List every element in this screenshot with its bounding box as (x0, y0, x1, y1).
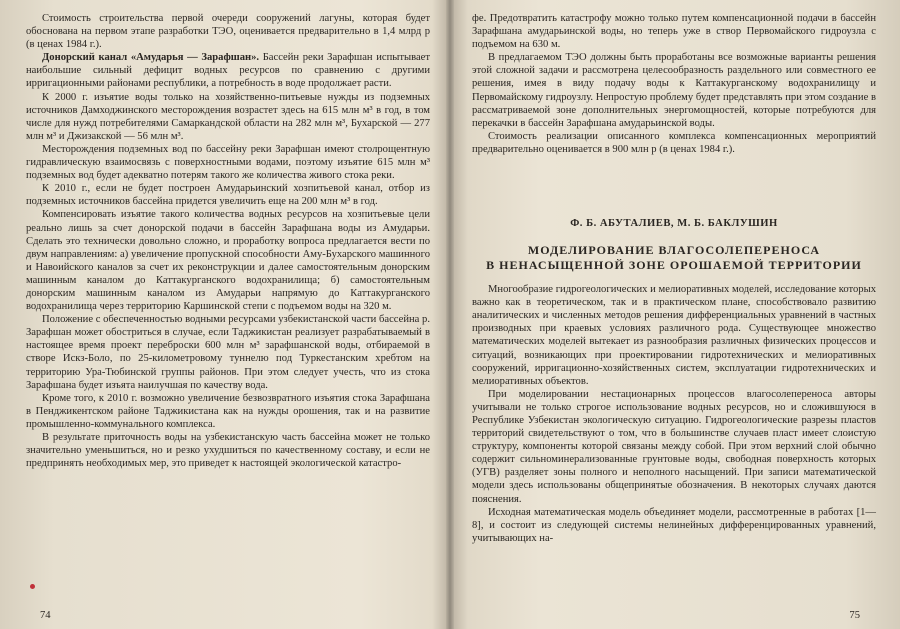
paragraph: Исходная математическая модель объединяет модели, рассмотренные в работах [1—8], и состоит из следующей системы нелинейных дифференцированных уравнений, учитывающих на- (472, 506, 876, 544)
left-page (0, 0, 448, 629)
article-authors: Ф. Б. АБУТАЛИЕВ, М. Б. БАКЛУШИН (570, 218, 778, 230)
paragraph-text: Бассейн реки Зарафшан испытывает наибольшие сильный дефицит водных ресурсов по сравнению с другими ирригационными районами республики, а потребность в воде продолжает расти. (26, 52, 430, 90)
donor-canal-heading: Донорский канал «Амударья — Зарафшан». (42, 52, 260, 64)
paragraph (26, 51, 430, 90)
ink-mark (30, 584, 35, 589)
paragraph: Положение с обеспеченностью водными ресурсами узбекистанской части бассейна р. Зарафшан может обостриться в случае, если Таджикистан реализует разрабатываемый в настоящее время проект переброски 600 млн м³ зарафшанской воды, отбираемой в створе Искз-Боло, по 25-километровому туннелю под Туркестанским хребтом на территорию Ура-Тюбинской группы районов. При этом следует учесть, что из стока Зарафшана будет изъята наилучшая по качеству вода. (26, 314, 430, 391)
paragraph: В предлагаемом ТЭО должны быть проработаны все возможные варианты решения этой сложной задачи и рассмотрена целесообразность раздельного или совместного ее решения, имея в виду подачу воды к Каттакурганскому водохранилищу и Первомайскому гидроузлу. Непростую проблему будет представлять при этом создание в рассматриваемой зоне дополнительных энергомощностей, которые потребуются для перекачки в бассейн Зарафшана амударьинской воды. (472, 52, 876, 129)
right-page (452, 0, 900, 629)
left-page-text (26, 12, 430, 470)
paragraph: фе. Предотвратить катастрофу можно только путем компенсационной подачи в бассейн Зарафшана амударьинской воды, но теперь уже в створ Первомайского гидроузла с подъемом на 630 м. (472, 13, 876, 51)
paragraph: При моделировании нестационарных процессов влагосолепереноса авторы учитывали не только строгое использование водных ресурсов, но и сложившуюся в Республике Узбекистан экологическую ситуацию. Гидрогеологические разрезы пластов территорий свидетельствуют о том, что в большинстве случаев пласт имеет слоистую структуру, компоненты которой связаны между собой. При этом верхний слой обычно содержит сильноминерализованные грунтовые воды, свободная поверхность которых (УГВ) разделяет зоны полного и неполного насыщений. При записи математической модели здесь использованы общепринятые обозначения. В некоторых случаях даются пояснения. (472, 388, 876, 505)
article-title-line: В НЕНАСЫЩЕННОЙ ЗОНЕ ОРОШАЕМОЙ ТЕРРИТОРИИ (486, 258, 862, 273)
paragraph: Стоимость строительства первой очереди сооружений лагуны, которая будет обоснована на первом этапе разработки ТЭО, оценивается предварительно в 1,4 млрд р (в ценах 1984 г.). (26, 13, 430, 51)
right-page-text-bottom (472, 283, 876, 545)
paragraph: Многообразие гидрогеологических и мелиоративных моделей, исследование которых важно как в теоретическом, так и в практическом плане, способствовало развитию аналитических и численных методов решения дифференциальных уравнений в частных производных при краевых условиях различного рода. Существующее множество математических моделей вытекает из разнообразия различных физических процессов и ситуаций, возникающих при проектировании гидротехнических и мелиоративных сооружений, ирригационно-хозяйственных систем, эксплуатации гидротехнических и мелиоративных объектов. (472, 284, 876, 387)
paragraph: Кроме того, к 2010 г. возможно увеличение безвозвратного изъятия стока Зарафшана в Пенджикентском районе Таджикистана как на нужды орошения, так и на развитие промышленно-коммунального комплекса. (26, 392, 430, 430)
right-page-text-top (472, 12, 876, 156)
paragraph: К 2010 г., если не будет построен Амударьинский хозпитьевой канал, отбор из подземных источников бассейна придется увеличить еще на 200 млн м³ в год. (26, 183, 430, 208)
paragraph: Стоимость реализации описанного комплекса компенсационных мероприятий предварительно оценивается в 900 млн р (в ценах 1984 г.). (472, 130, 876, 155)
article-title-line: МОДЕЛИРОВАНИЕ ВЛАГОСОЛЕПЕРЕНОСА (527, 243, 821, 258)
page-number-right: 75 (849, 610, 860, 621)
paragraph: Месторождения подземных вод по бассейну реки Зарафшан имеют столрощентную гидравлическую взаимосвязь с поверхностными водами, поэтому изъятие 615 млн м³ подземных вод будет адекватно потерям такого же количества живого стока реки. (26, 143, 430, 182)
paragraph: Компенсировать изъятие такого количества водных ресурсов на хозпитьевые цели реально лишь за счет донорской подачи в бассейн Зарафшана воды из Амударьи. Сделать это технически довольно сложно, и проработку вопроса предлагается вести по двум направлениям: а) увеличение пропускной способности Аму-Бухарского машинного и Навоийского каналов за счет их реконструкции и далее самостоятельным донорским машинным каналом до Каттакурганского водохранилища; б) самостоятельным донорским машинным каналом из Амударьи напрямую до Каттакурганского водохранилища через территорию Каршинской степи с подъемом воды на 320 м. (26, 209, 430, 313)
paragraph: К 2000 г. изъятие воды только на хозяйственно-питьевые нужды из подземных источников Дамходжинского месторождения возрастет здесь на 615 млн м³ в год, в том числе для нужд потребителями Самаркандской области на 282 млн м³, Бухарской — 277 млн м³ и Джизакской — 56 млн м³. (26, 91, 430, 142)
page-number-left: 74 (40, 610, 51, 621)
article-title (472, 243, 876, 273)
paragraph: В результате приточность воды на узбекистанскую часть бассейна может не только значительно уменьшиться, но и резко ухудшиться по качественному составу, и если не предпринять необходимых мер, это приведет к настоящей экологической катастро- (26, 432, 430, 470)
